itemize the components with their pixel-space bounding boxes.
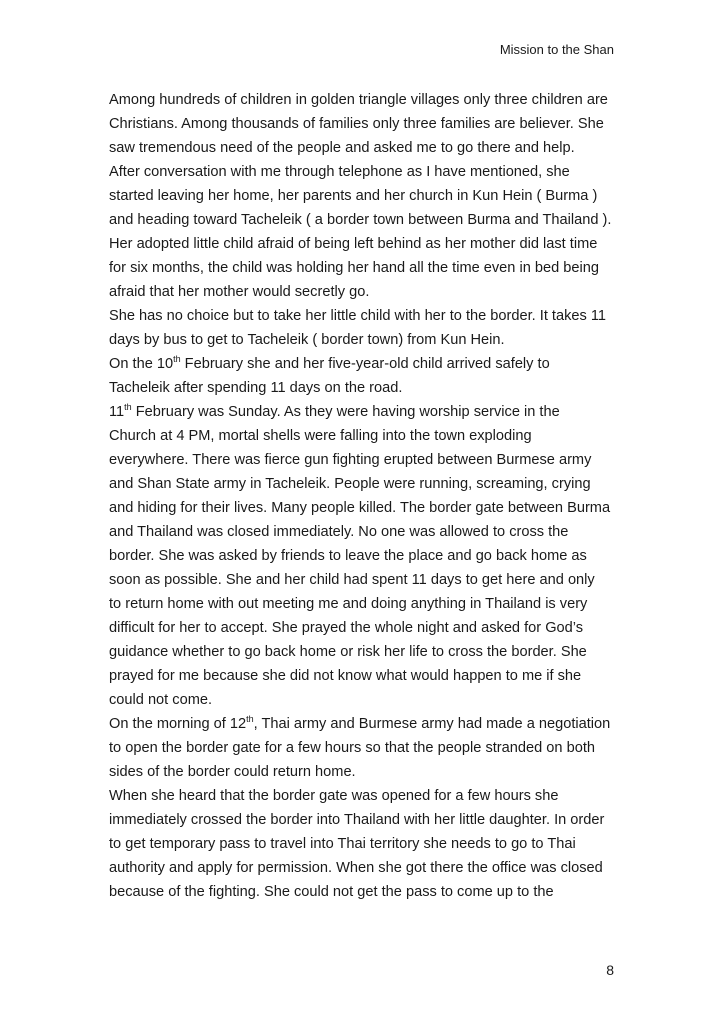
page-number: 8 [606,962,614,978]
ordinal-superscript: th [124,402,132,413]
text-line [109,712,629,736]
text-line: to open the border gate for a few hours so that the people stranded on both [109,740,595,756]
text-line: and Shan State army in Tacheleik. People were running, screaming, crying [109,476,591,492]
text-segment: On the morning of 12 [109,716,247,732]
text-line: border. She was asked by friends to leave the place and go back home as [109,548,587,564]
text-line: Church at 4 PM, mortal shells were falling into the town exploding [109,428,532,444]
text-line: started leaving her home, her parents and her church in Kun Hein ( Burma ) [109,188,598,204]
text-line: Christians. Among thousands of families only three families are believer. She [109,116,604,132]
text-line: Tacheleik after spending 11 days on the road. [109,380,403,396]
text-segment: On the 10 [109,356,174,372]
text-segment: February was Sunday. As they were having worship service in the [131,404,560,420]
text-line: She has no choice but to take her little child with her to the border. It takes 11 [109,308,607,324]
text-line: sides of the border could return home. [109,764,356,780]
text-line: Her adopted little child afraid of being left behind as her mother did last time [109,236,598,252]
text-line: days by bus to get to Tacheleik ( border town) from Kun Hein. [109,332,505,348]
text-line: for six months, the child was holding her hand all the time even in bed being [109,260,599,276]
text-line: guidance whether to go back home or risk her life to cross the border. She [109,644,587,660]
text-segment: 11 [109,404,125,420]
text-line [109,400,629,424]
text-line: prayed for me because she did not know what would happen to me if she [109,668,582,684]
text-line: and Thailand was closed immediately. No one was allowed to cross the [109,524,569,540]
text-segment: February she and her five-year-old child arrived safely to [180,356,550,372]
running-header: Mission to the Shan [499,42,614,57]
ordinal-superscript: th [246,714,254,725]
text-line: immediately crossed the border into Thailand with her little daughter. In order [109,812,605,828]
text-line: Among hundreds of children in golden triangle villages only three children are [109,92,608,108]
text-line: After conversation with me through telephone as I have mentioned, she [109,164,570,180]
ordinal-superscript: th [173,354,181,365]
text-line: saw tremendous need of the people and asked me to go there and help. [109,140,575,156]
text-line: soon as possible. She and her child had spent 11 days to get here and only [109,572,595,588]
text-line: could not come. [109,692,213,708]
text-line: difficult for her to accept. She prayed the whole night and asked for God’s [109,620,584,636]
text-line: to return home with out meeting me and doing anything in Thailand is very [109,596,588,612]
text-line: When she heard that the border gate was opened for a few hours she [109,788,559,804]
text-line: because of the fighting. She could not get the pass to come up to the [109,884,554,900]
body-text [109,88,629,904]
text-line: everywhere. There was fierce gun fighting erupted between Burmese army [109,452,592,468]
text-segment: , Thai army and Burmese army had made a negotiation [253,716,611,732]
text-line: and hiding for their lives. Many people killed. The border gate between Burma [109,500,611,516]
text-line [109,352,629,376]
text-line: afraid that her mother would secretly go. [109,284,370,300]
text-line: to get temporary pass to travel into Thai territory she needs to go to Thai [109,836,576,852]
text-line: and heading toward Tacheleik ( a border town between Burma and Thailand ). [109,212,612,228]
text-line: authority and apply for permission. When she got there the office was closed [109,860,603,876]
